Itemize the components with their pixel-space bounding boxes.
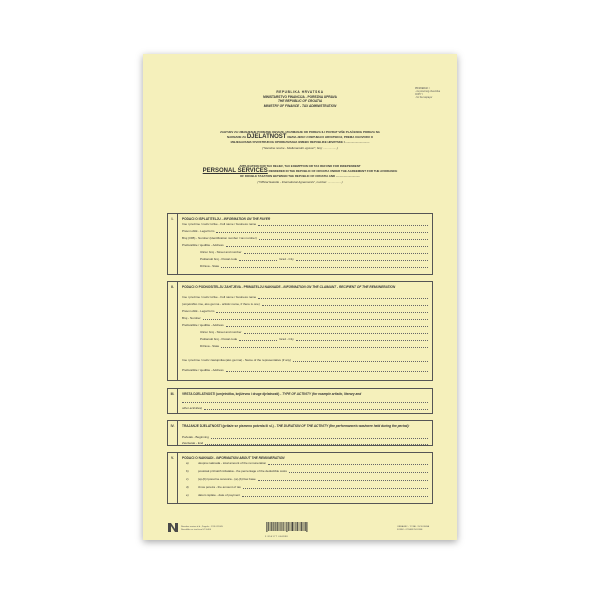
- activity-type-field[interactable]: [182, 399, 428, 403]
- field-label: other activities): [182, 406, 203, 410]
- fill-line[interactable]: [262, 302, 428, 306]
- title-en-keyword: PERSONAL SERVICES: [202, 168, 268, 175]
- title-en-line: OF DOUBLE TAXATION BETWEEN THE REPUBLIC OF CROATIA AND ..............................: [240, 174, 360, 179]
- section-title-en: INFORMATION ON THE CLAIMANT - RECIPIENT OF THE REMUNERATION: [283, 285, 396, 289]
- form-code: [397, 526, 433, 532]
- payer-postal-city-field[interactable]: [200, 257, 428, 261]
- section-duration: [167, 420, 433, 446]
- field-label: Poštanski broj - Postal code: [200, 257, 238, 261]
- fill-line[interactable]: [243, 485, 428, 489]
- header-line-1: REPUBLIKA HRVATSKA: [276, 90, 324, 94]
- remuneration-base-field[interactable]: [186, 477, 428, 481]
- copy-note: [415, 88, 449, 100]
- activity-type-field-2[interactable]: [182, 406, 428, 410]
- field-label: iznos poreza - the amount of tax: [198, 485, 241, 489]
- payer-name-field[interactable]: [182, 222, 428, 226]
- fill-line[interactable]: [258, 295, 428, 299]
- fill-line[interactable]: [216, 309, 428, 313]
- remuneration-total-field[interactable]: [186, 461, 428, 465]
- fill-line[interactable]: [268, 461, 428, 465]
- title-hr-line: IZBJEGAVANJU DVOSTRUKOG OPOREZIVANJA IZMEĐU REPUBLIKE HRVATSKE I ..............................: [230, 140, 370, 145]
- section-number: V.: [168, 453, 178, 503]
- field-label: Ime i prezime / naziv zastupnika (ako ga ima) - Name of the representative (if any): [182, 358, 292, 362]
- copy-note-line: - for the taxpayer: [415, 97, 433, 99]
- title-hr-gazette: ("Narodne novine - Međunarodni ugovori", broj: .................): [262, 145, 338, 150]
- field-label: Grad - City: [279, 257, 294, 261]
- fill-line[interactable]: [244, 330, 428, 334]
- fill-line[interactable]: [242, 493, 428, 497]
- fill-line[interactable]: [296, 337, 428, 341]
- fill-line[interactable]: [221, 344, 428, 348]
- section-title: [182, 456, 428, 461]
- claimant-state-field[interactable]: [200, 344, 428, 348]
- form-sheet: [143, 54, 457, 540]
- fill-line[interactable]: [221, 264, 428, 268]
- remuneration-tax-field[interactable]: [186, 485, 428, 489]
- field-label: Pravni oblik - Legal form: [182, 309, 215, 313]
- remuneration-date-field[interactable]: [186, 493, 428, 497]
- row-key: e): [186, 493, 189, 497]
- header-line-4: MINISTRY OF FINANCE - TAX ADMINISTRATION: [263, 103, 337, 108]
- fill-line[interactable]: [226, 243, 428, 247]
- field-label: Ime i prezime / naziv tvrtke - Full name / business name: [182, 295, 257, 299]
- section-title-en: TYPE OF ACTIVITY (for example artistic, literary and: [282, 392, 362, 396]
- section-title-en: INFORMATION ABOUT THE REMUNERATION: [216, 456, 285, 460]
- title-hr-line: ZAHTJEV ZA UMANJENJE POREZNE OBVEZE, IZUZIMANJE OD POREZA ILI POVRAT VIŠE PLAĆENOG POREZA NA: [220, 130, 380, 134]
- barcode-number: 3 850177 006988: [265, 536, 289, 538]
- section-activity-type: [167, 388, 433, 414]
- fill-line[interactable]: [239, 257, 277, 261]
- fill-line[interactable]: [258, 477, 428, 481]
- section-title-hr: PODACI O NAKNADI -: [182, 456, 216, 460]
- field-label: Ulica i broj - Street and number: [200, 330, 242, 334]
- publisher-text: Narudžba se izvršava: [181, 529, 203, 531]
- field-label: Država - State: [200, 344, 220, 348]
- field-label: Ulica i broj - Street and number: [200, 250, 242, 254]
- field-label: Početak - Beginning: [182, 435, 209, 439]
- publisher-code: 011005: [215, 526, 223, 528]
- section-title: [182, 392, 428, 397]
- section-number: II.: [168, 282, 178, 380]
- title-en-text: RENDERED IN THE REPUBLIC OF CROATIA UNDER THE AGREEMENT FOR THE AVOIDANCE: [268, 169, 398, 174]
- publisher-line: [181, 529, 223, 532]
- title-hr-text: OBAVLJENU U REPUBLICI HRVATSKOJ, PREMA UGOVORU O: [287, 135, 373, 140]
- section-remuneration: [167, 452, 433, 504]
- representative-address-field[interactable]: [182, 368, 428, 372]
- fill-line[interactable]: [182, 399, 428, 403]
- claimant-postal-city-field[interactable]: [200, 337, 428, 341]
- field-label: Prebivalište / sjedište - Address: [182, 368, 224, 372]
- publisher-info: [181, 526, 223, 532]
- row-key: b): [186, 469, 189, 473]
- field-label: ukupna naknada - total amount of the remuneration: [198, 461, 267, 465]
- form-code-line: OBRAZAC - TOTAL / DODOERA: [397, 526, 430, 528]
- payer-street-field[interactable]: [200, 250, 428, 254]
- title-en-line: APPLICATION FOR TAX RELIEF, TAX EXEMPTION OR TAX REFUND FOR INDEPENDENT: [239, 164, 361, 168]
- fill-line[interactable]: [204, 406, 428, 410]
- representative-field[interactable]: [182, 358, 428, 362]
- section-title: [182, 424, 428, 429]
- claimant-legal-form-field[interactable]: [182, 309, 428, 313]
- claimant-address-field[interactable]: [182, 323, 428, 327]
- fill-line[interactable]: [293, 358, 428, 362]
- barcode-icon: [265, 522, 309, 534]
- field-label: Broj (OIB) - Number (identification number / tax number): [182, 236, 257, 240]
- fill-line[interactable]: [258, 222, 428, 226]
- section-title-en: THE DURATION OF THE ACTIVITY (the performance/s was/were held during the period):: [276, 424, 410, 428]
- fill-line[interactable]: [226, 368, 428, 372]
- publisher-logo-icon: [167, 521, 179, 533]
- fill-line[interactable]: [289, 469, 428, 473]
- payer-address-field[interactable]: [182, 243, 428, 247]
- claimant-artistic-name-field[interactable]: [182, 302, 428, 306]
- field-label: (umjetničko ime, ako ga ima - artistic name, if there is one): [182, 302, 260, 306]
- field-label: postotak priznatih izdataka - the percentage of the deductible costs: [198, 469, 287, 473]
- field-label: Broj - Number: [182, 316, 201, 320]
- section-payer: [167, 213, 433, 275]
- title-hr-text: NAKNADE ZA: [227, 135, 247, 140]
- header-line-2: MINISTARSTVO FINANCIJA - POREZNA UPRAVA: [263, 94, 337, 99]
- section-title: [182, 217, 428, 222]
- fill-line[interactable]: [239, 337, 277, 341]
- field-label: Ime i prezime / naziv tvrtke - Full name / business name: [182, 222, 257, 226]
- section-title-hr: PODACI O ISPLATITELJU -: [182, 217, 223, 221]
- header-line-3: THE REPUBLIC OF CROATIA: [277, 99, 323, 104]
- field-label: (a)-(b)=porezna osnovica - (a)-(b)=tax base: [198, 477, 256, 481]
- section-title-hr: TRAJANJE DJELATNOSTI (prilaže se pismeno potvrda ili sl.) -: [182, 424, 276, 428]
- section-number: III.: [168, 389, 178, 413]
- form-code-line: FORM - OTHER INCOME: [397, 529, 423, 531]
- copy-note-line: PRIMJERAK I: [415, 88, 430, 90]
- fill-line[interactable]: [244, 250, 428, 254]
- fill-line[interactable]: [226, 323, 428, 327]
- duration-begin-field[interactable]: [182, 435, 428, 439]
- field-label: Grad - City: [279, 337, 294, 341]
- field-label: Poštanski broj - Postal code: [200, 337, 238, 341]
- section-claimant: [167, 281, 433, 381]
- fill-line[interactable]: [205, 441, 428, 445]
- issuer-header: [143, 90, 457, 108]
- row-key: d): [186, 485, 189, 489]
- copy-note-line: - za poreznog obveznika: [415, 91, 441, 93]
- field-label: Prebivalište / sjedište - Address: [182, 323, 224, 327]
- field-label: datum isplate - date of payment: [198, 493, 241, 497]
- claimant-number-field[interactable]: [182, 316, 428, 320]
- field-label: Država - State: [200, 264, 220, 268]
- title-croatian: [167, 130, 433, 151]
- publisher-text: Narodne novine d.d., Zagreb - 1/15: [181, 526, 216, 528]
- payer-state-field[interactable]: [200, 264, 428, 268]
- claimant-street-field[interactable]: [200, 330, 428, 334]
- field-label: Završetak - End: [182, 441, 204, 445]
- section-title-en: INFORMATION ON THE PAYER: [223, 217, 271, 221]
- row-key: a): [186, 461, 189, 465]
- fill-line[interactable]: [203, 316, 428, 320]
- fill-line[interactable]: [259, 236, 428, 240]
- fill-line[interactable]: [296, 257, 428, 261]
- duration-end-field[interactable]: [182, 441, 428, 445]
- title-english: [167, 164, 433, 185]
- title-en-gazette: ("Official Gazette - International Agreements", number: .................): [257, 179, 343, 184]
- section-title-hr: PODACI O PODNOSITELJU ZAHTJEVA - PRIMATELJU NAKNADE -: [182, 285, 283, 289]
- row-key: c): [186, 477, 189, 481]
- claimant-name-field[interactable]: [182, 295, 428, 299]
- title-hr-keyword: DJELATNOST: [246, 134, 287, 141]
- publisher-number: UT-4404: [202, 529, 212, 531]
- form-footer: [143, 514, 457, 540]
- payer-legal-form-field[interactable]: [182, 229, 428, 233]
- payer-number-field[interactable]: [182, 236, 428, 240]
- copy-note-line: COPY I: [415, 94, 423, 96]
- section-title: [182, 285, 428, 290]
- fill-line[interactable]: [216, 229, 428, 233]
- field-label: Prebivalište / sjedište - Address: [182, 243, 224, 247]
- field-label: Pravni oblik - Legal form: [182, 229, 215, 233]
- section-title-hr: VRSTA DJELATNOSTI (umjetnička, književna i druge djelatnosti) -: [182, 392, 282, 396]
- fill-line[interactable]: [211, 435, 428, 439]
- section-number: IV.: [168, 421, 178, 445]
- section-number: I.: [168, 214, 178, 274]
- remuneration-costs-field[interactable]: [186, 469, 428, 473]
